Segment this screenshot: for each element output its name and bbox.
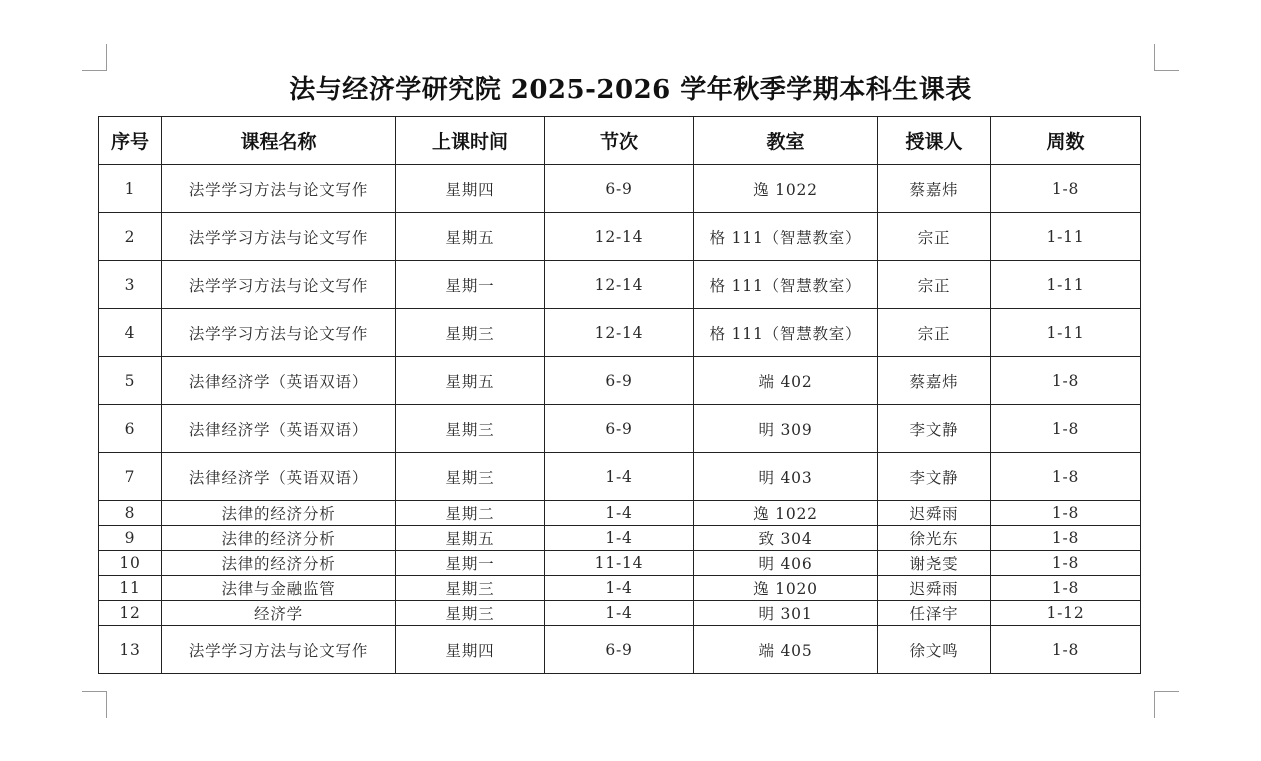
header-classroom: 教室 [694, 117, 878, 165]
cell-course-name: 法律经济学（英语双语） [162, 405, 396, 453]
cell-classroom: 明 406 [694, 551, 878, 576]
cell-periods: 1-4 [545, 576, 694, 601]
cell-serial-number: 13 [99, 626, 162, 674]
cell-serial-number: 3 [99, 261, 162, 309]
course-schedule-table [98, 116, 1141, 674]
header-class-day: 上课时间 [396, 117, 545, 165]
cell-classroom: 逸 1022 [694, 501, 878, 526]
cell-class-day: 星期三 [396, 453, 545, 501]
cell-course-name: 法律经济学（英语双语） [162, 453, 396, 501]
cell-class-day: 星期五 [396, 213, 545, 261]
cell-weeks: 1-8 [991, 453, 1141, 501]
cell-weeks: 1-11 [991, 213, 1141, 261]
cell-periods: 1-4 [545, 601, 694, 626]
cell-classroom: 逸 1022 [694, 165, 878, 213]
cell-class-day: 星期五 [396, 357, 545, 405]
cell-classroom: 明 309 [694, 405, 878, 453]
cell-instructor: 任泽宇 [878, 601, 991, 626]
cell-course-name: 法律的经济分析 [162, 526, 396, 551]
cell-class-day: 星期四 [396, 165, 545, 213]
cell-course-name: 法学学习方法与论文写作 [162, 261, 396, 309]
header-serial-number: 序号 [99, 117, 162, 165]
cell-course-name: 法学学习方法与论文写作 [162, 309, 396, 357]
header-instructor: 授课人 [878, 117, 991, 165]
cell-instructor: 徐文鸣 [878, 626, 991, 674]
table-row [99, 576, 1141, 601]
cell-weeks: 1-8 [991, 576, 1141, 601]
cell-classroom: 致 304 [694, 526, 878, 551]
cell-periods: 1-4 [545, 501, 694, 526]
cell-periods: 6-9 [545, 405, 694, 453]
cell-class-day: 星期三 [396, 601, 545, 626]
cell-serial-number: 5 [99, 357, 162, 405]
cell-instructor: 迟舜雨 [878, 501, 991, 526]
cell-periods: 1-4 [545, 526, 694, 551]
table-row [99, 309, 1141, 357]
cell-weeks: 1-8 [991, 405, 1141, 453]
cell-classroom: 端 402 [694, 357, 878, 405]
cell-course-name: 法律的经济分析 [162, 501, 396, 526]
cell-course-name: 法学学习方法与论文写作 [162, 626, 396, 674]
cell-instructor: 李文静 [878, 453, 991, 501]
cell-classroom: 格 111（智慧教室） [694, 261, 878, 309]
cell-serial-number: 4 [99, 309, 162, 357]
cell-periods: 12-14 [545, 309, 694, 357]
cell-instructor: 迟舜雨 [878, 576, 991, 601]
cell-course-name: 法学学习方法与论文写作 [162, 213, 396, 261]
cell-course-name: 法律经济学（英语双语） [162, 357, 396, 405]
cell-weeks: 1-8 [991, 165, 1141, 213]
cell-serial-number: 10 [99, 551, 162, 576]
cell-weeks: 1-8 [991, 551, 1141, 576]
cell-classroom: 格 111（智慧教室） [694, 309, 878, 357]
header-periods: 节次 [545, 117, 694, 165]
cell-instructor: 李文静 [878, 405, 991, 453]
cell-instructor: 宗正 [878, 261, 991, 309]
cell-weeks: 1-8 [991, 501, 1141, 526]
cell-class-day: 星期五 [396, 526, 545, 551]
cell-periods: 6-9 [545, 626, 694, 674]
cell-periods: 12-14 [545, 261, 694, 309]
cell-serial-number: 2 [99, 213, 162, 261]
table-row [99, 357, 1141, 405]
cell-serial-number: 1 [99, 165, 162, 213]
table-row [99, 501, 1141, 526]
table-row [99, 165, 1141, 213]
table-row [99, 213, 1141, 261]
cell-serial-number: 9 [99, 526, 162, 551]
cell-classroom: 格 111（智慧教室） [694, 213, 878, 261]
cell-course-name: 法学学习方法与论文写作 [162, 165, 396, 213]
cell-class-day: 星期三 [396, 309, 545, 357]
cell-course-name: 经济学 [162, 601, 396, 626]
page-corner-mark-bottom-left [82, 691, 107, 718]
table-row [99, 551, 1141, 576]
cell-periods: 1-4 [545, 453, 694, 501]
page-corner-mark-top-left [82, 44, 107, 71]
cell-instructor: 宗正 [878, 309, 991, 357]
cell-instructor: 蔡嘉炜 [878, 357, 991, 405]
page-corner-mark-top-right [1154, 44, 1179, 71]
cell-class-day: 星期一 [396, 551, 545, 576]
cell-class-day: 星期四 [396, 626, 545, 674]
header-course-name: 课程名称 [162, 117, 396, 165]
table-header-row [99, 117, 1141, 165]
cell-weeks: 1-12 [991, 601, 1141, 626]
cell-serial-number: 11 [99, 576, 162, 601]
cell-periods: 12-14 [545, 213, 694, 261]
table-row [99, 261, 1141, 309]
cell-weeks: 1-8 [991, 526, 1141, 551]
cell-weeks: 1-8 [991, 626, 1141, 674]
table-row [99, 526, 1141, 551]
cell-class-day: 星期三 [396, 405, 545, 453]
cell-serial-number: 6 [99, 405, 162, 453]
cell-instructor: 蔡嘉炜 [878, 165, 991, 213]
table-row [99, 405, 1141, 453]
cell-class-day: 星期三 [396, 576, 545, 601]
cell-weeks: 1-8 [991, 357, 1141, 405]
table-row [99, 453, 1141, 501]
table-row [99, 626, 1141, 674]
cell-class-day: 星期二 [396, 501, 545, 526]
cell-instructor: 谢尧雯 [878, 551, 991, 576]
cell-course-name: 法律的经济分析 [162, 551, 396, 576]
cell-class-day: 星期一 [396, 261, 545, 309]
cell-weeks: 1-11 [991, 309, 1141, 357]
header-weeks: 周数 [991, 117, 1141, 165]
cell-classroom: 明 301 [694, 601, 878, 626]
cell-periods: 6-9 [545, 165, 694, 213]
cell-periods: 6-9 [545, 357, 694, 405]
cell-serial-number: 8 [99, 501, 162, 526]
table-row [99, 601, 1141, 626]
document-title: 法与经济学研究院 2025-2026 学年秋季学期本科生课表 [289, 75, 972, 105]
cell-weeks: 1-11 [991, 261, 1141, 309]
cell-instructor: 徐光东 [878, 526, 991, 551]
page-corner-mark-bottom-right [1154, 691, 1179, 718]
cell-classroom: 逸 1020 [694, 576, 878, 601]
cell-serial-number: 7 [99, 453, 162, 501]
cell-classroom: 端 405 [694, 626, 878, 674]
cell-course-name: 法律与金融监管 [162, 576, 396, 601]
cell-instructor: 宗正 [878, 213, 991, 261]
cell-serial-number: 12 [99, 601, 162, 626]
cell-periods: 11-14 [545, 551, 694, 576]
cell-classroom: 明 403 [694, 453, 878, 501]
